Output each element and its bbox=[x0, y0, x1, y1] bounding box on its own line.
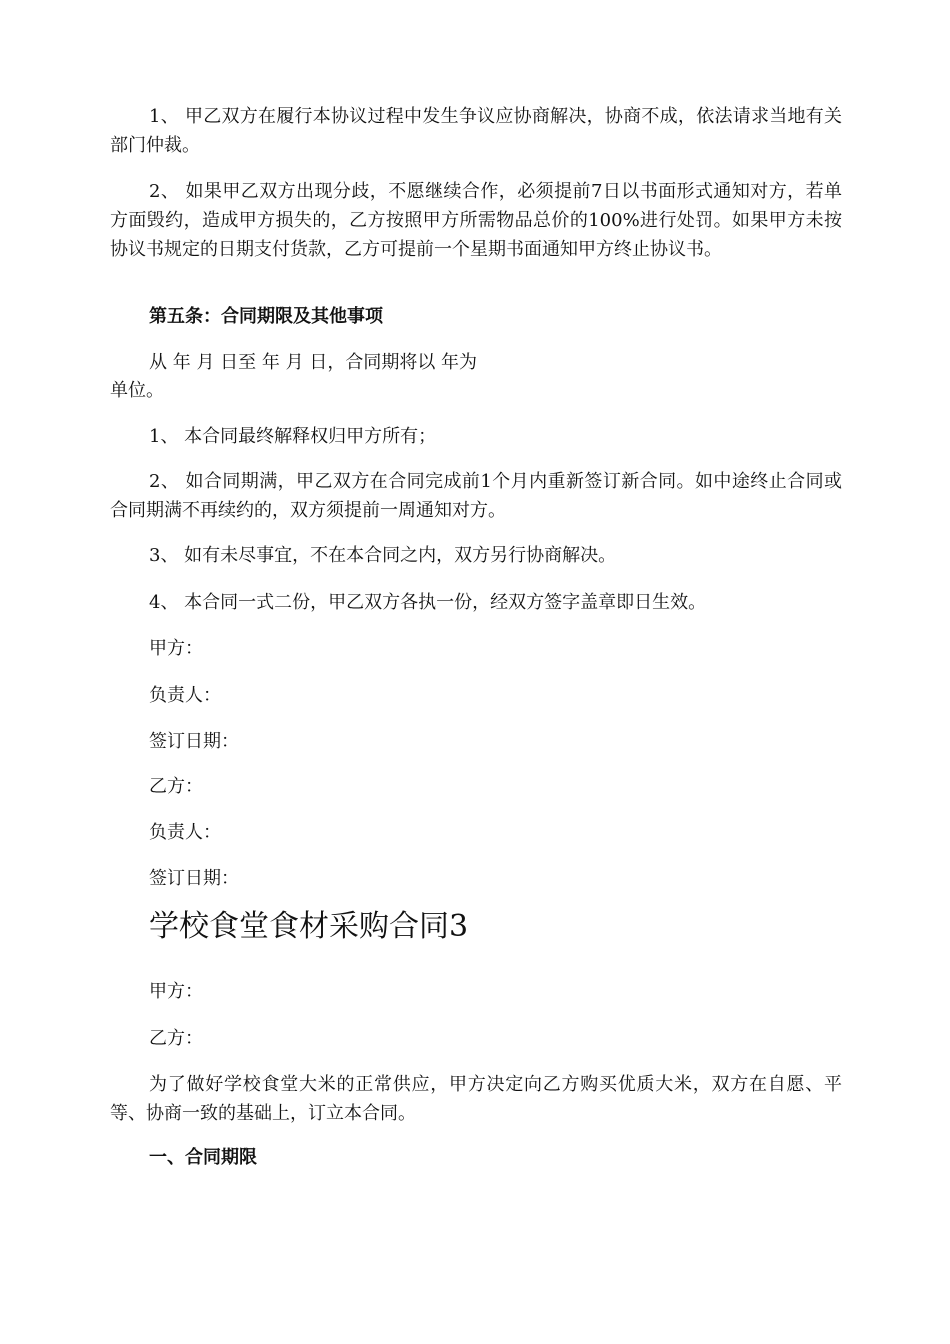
party-b-label: 乙方： bbox=[149, 776, 203, 797]
party-b-responsible-label: 负责人： bbox=[149, 822, 221, 843]
paragraph-dispute-resolution: 1、 甲乙双方在履行本协议过程中发生争议应协商解决，协商不成，依法请求当地有关部门仲裁。 bbox=[110, 106, 842, 156]
contract-term-line: 从 年 月 日至 年 月 日，合同期将以 年为 bbox=[149, 352, 478, 373]
section-heading-term: 一、合同期限 bbox=[149, 1147, 257, 1168]
list-item-2: 2、 如合同期满，甲乙双方在合同完成前1个月内重新签订新合同。如中途终止合同或合同期满不再续约的，双方须提前一周通知对方。 bbox=[110, 471, 842, 521]
list-item-4: 4、 本合同一式二份，甲乙双方各执一份，经双方签字盖章即日生效。 bbox=[149, 592, 707, 613]
contract-term-line-end: 单位。 bbox=[110, 380, 164, 401]
party-a-responsible-label: 负责人： bbox=[149, 685, 221, 706]
party-b-date-label: 签订日期： bbox=[149, 868, 239, 889]
paragraph-breach-terms: 2、 如果甲乙双方出现分歧，不愿继续合作，必须提前7日以书面形式通知对方，若单方面毁约，造成甲方损失的，乙方按照甲方所需物品总价的100%进行处罚。如果甲方未按协议书规定的日期支付货款，乙方可提前一个星期书面通知甲方终止协议书。 bbox=[110, 181, 842, 260]
contract-3-title: 学校食堂食材采购合同3 bbox=[149, 909, 469, 944]
party-a-date-label: 签订日期： bbox=[149, 731, 239, 752]
list-item-1: 1、 本合同最终解释权归甲方所有； bbox=[149, 426, 437, 447]
list-item-3: 3、 如有未尽事宜，不在本合同之内，双方另行协商解决。 bbox=[149, 545, 617, 566]
contract-3-party-b: 乙方： bbox=[149, 1028, 203, 1049]
contract-3-intro: 为了做好学校食堂大米的正常供应，甲方决定向乙方购买优质大米，双方在自愿、平等、协商一致的基础上，订立本合同。 bbox=[110, 1074, 842, 1124]
contract-3-party-a: 甲方： bbox=[149, 981, 203, 1002]
section-heading-5: 第五条：合同期限及其他事项 bbox=[149, 306, 383, 327]
party-a-label: 甲方： bbox=[149, 638, 203, 659]
